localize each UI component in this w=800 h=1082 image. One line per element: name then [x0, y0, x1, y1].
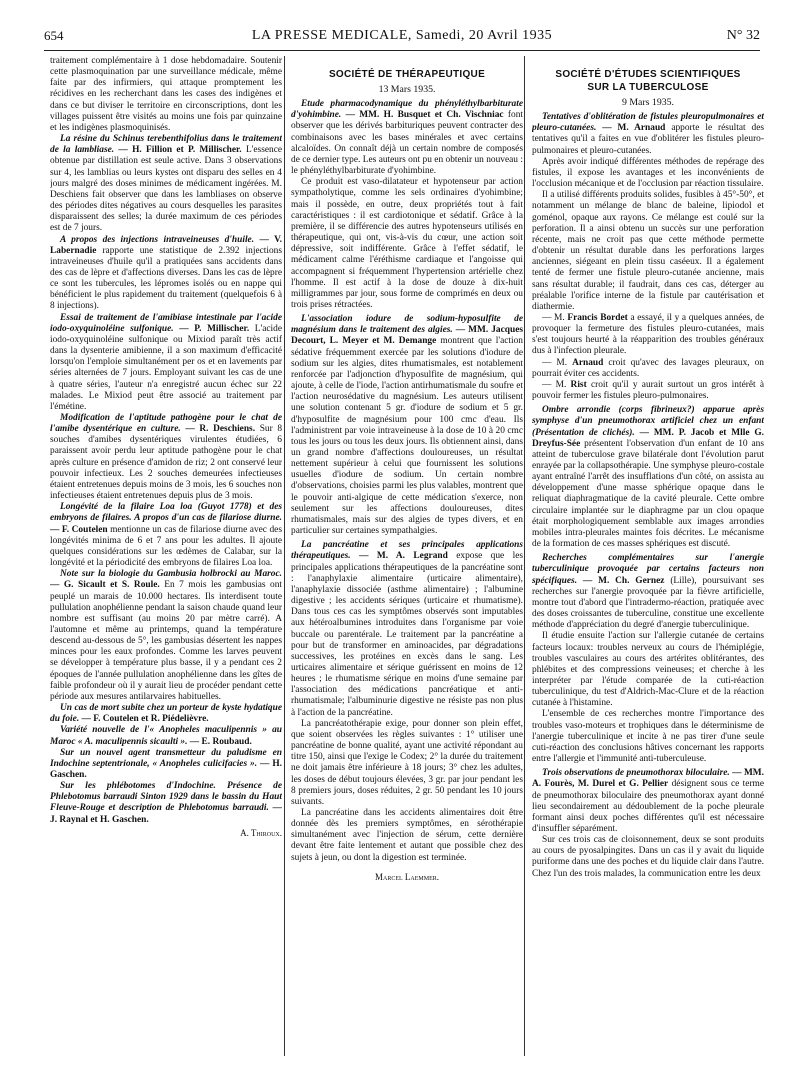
discussion-arnaud: — M. Arnaud croit qu'avec des lavages pleuraux, on pourrait éviter ces accidents.: [532, 357, 764, 379]
article-pancreatine: La pancréatine et ses principales applications thérapeutiques. — M. A. Legrand expose que les principales applications thérapeutiques de la pancréatine sont : l'anaphylaxie alimentaire (urticaire alimentaire), l'anaphylaxie dissociée (asthme alimentaire) ; l'albumine digestive ; les accidents sériques (urticaire et rhumatisme). Dans tous ces cas les symptômes observés sont imputables aux hétéroalbumines introduites dans l'organisme par voie buccale ou parentérale. Le traitement par la pancréatine a pour but de transformer en aminoacides, par dégradations successives, les protéines en excès dans le sang. Les urticaires alimentaire et sérique guérissent en moins de 12 heures ; le rhumatisme sérique en moins d'une semaine par l'association des médications pancréatique et anti-rhumatismale; l'albuminurie digestive ne résiste pas non plus à l'action de la pancréatine.: [291, 540, 523, 718]
section-heading: SOCIÉTÉ D'ÉTUDES SCIENTIFIQUES: [555, 69, 741, 80]
header-rule: [44, 50, 760, 51]
paragraph: L'ensemble de ces recherches montre l'importance des troubles vaso-moteurs et trophiques dans le déterminisme de l'anergie tuberculinique et incite à ne pas tirer d'une seule cuti-réaction des conclusions hâtives concernant les rapports entre l'allergie et l'immunité anti-tuberculeuse.: [532, 709, 764, 765]
section-heading-line2: SUR LA TUBERCULOSE: [587, 82, 709, 93]
paragraph: Il étudie ensuite l'action sur l'allergie cutanée de certains facteurs locaux: troubles nerveux au cours de l'hémiplégie, troubles vasculaires au cours des artérites oblitérantes, des phlébites et des compressions veineuses; et cherche à les interpréter par l'étude comparée de la cuti-réaction tuberculinique, du test d'Aldrich-Mac-Clure et de la réaction cutanée à l'histamine.: [532, 631, 764, 709]
section-heading: SOCIÉTÉ DE THÉRAPEUTIQUE: [328, 69, 486, 80]
article-pneumothorax: Trois observations de pneumothorax biloculaire. — MM. A. Fourès, M. Durel et G. Pellier désignent sous ce terme de pneumothorax biloculaire des pneumothorax ayant donné lieu secondairement au dédoublement de la poche pleurale formant ainsi deux poches différentes qu'il est nécessaire d'insuffler séparément.: [532, 768, 764, 834]
session-date: 9 Mars 1935.: [622, 97, 674, 108]
page-header: [44, 28, 760, 48]
paragraph: Sur ces trois cas de cloisonnement, deux se sont produits au cours de pyosalpingites. Dans un cas il y avait du liquide puriforme dans une des poches et du liquide clair dans l'autre. Chez l'un des trois malades, la communication entre les deux: [532, 835, 764, 879]
article-gambusia: Note sur la biologie du Gambusia holbrocki au Maroc. — G. Sicault et S. Roule. En 7 mois les gambusias ont peuplé un marais de 10.000 hectares. Ils interdisent toute pullulation anophélienne pendant la saison chaude quand leur nombre est suffisant (au moins 20 par mètre carré). A l'automne et même au printemps, quand la température descend au-dessous de 5°, les gambusias désertent les nappes minces pour les eaux profondes. Comme les larves peuvent se développer à température plus basse, il y a pendant ces 2 époques de l'année pullulation anophélienne dans les gîtes de faible profondeur où il y aurait lieu de procéder pendant cette période aux mesures antilarvaires habituelles.: [50, 569, 282, 702]
paragraph: Après avoir indiqué différentes méthodes de repérage des fistules, il expose les avantages et les inconvénients de l'occlusion mécanique et de l'occlusion par réaction tissulaire.: [532, 156, 764, 190]
paragraph: Il a utilisé différents produits solides, fusibles à 45°-50°, et notamment un mélange de blanc de baleine, lipiodol et goménol, opaque aux rayons. Ce mélange est coulé sur la perforation. Il a ainsi obtenu un succès sur une perforation récente, mais ne croit pas que cette méthode permette d'obtenir un résultat durable dans les perforations larges anciennes, siégeant en plein tissu caséeux. Il a également tenté de fermer une fistule pleuro-cutanée ancienne, mais sans résultat durable; il faudrait, dans ces cas, déterger au préalable l'orifice interne de la fistule par cautérisation et diathermie.: [532, 190, 764, 312]
article-fistules: Tentatives d'oblitération de fistules pleuropulmonaires et pleuro-cutanées. — M. Arnaud apporte le résultat des tentatives qu'il a faites en vue d'oblitérer les fistules pleuro-pulmonaires et pleuro-cutanées.: [532, 112, 764, 156]
article-phlebotomes: Sur les phlébotomes d'Indochine. Présence de Phlebotomus barraudi Sinton 1929 dans le bassin du Haut Fleuve-Rouge et description de Phlebotomus barraudi. — J. Raynal et H. Gaschen.: [50, 781, 282, 825]
article-kyste: Un cas de mort subite chez un porteur de kyste hydatique du foie. — F. Coutelen et R. Piédelièvre.: [50, 703, 282, 725]
article-amibe-chat: Modification de l'aptitude pathogène pour le chat de l'amibe dysentérique en culture. — R. Deschiens. Sur 8 souches d'amibes dysentériques virulentes étudiées, 6 paraissent avoir perdu leur aptitude pathogène pour le chat après culture en présence d'amidon de riz; 2 ont conservé leur pouvoir infectieux. Les 2 souches demeurées infectieuses étaient entretenues depuis moins de 3 mois, les 6 souches non infectieuses étaient entretenues depuis plus de 3 mois.: [50, 413, 282, 502]
paragraph: Ce produit est vaso-dilatateur et hypotenseur par action sympatholytique, comme les sels ordinaires d'yohimbine; mais il possède, en outre, deux propriétés tout à fait caractéristiques : il est cardiotonique et sédatif. Grâce à la première, il se différencie des autres hypotenseurs utilisés en thérapeutique, qui ont, vis-à-vis du cœur, une action soit dépressive, soit indifférente. Grâce à l'effet sédatif, le médicament calme l'éréthisme cardiaque et l'angoisse qui accompagnent si fréquemment l'hypertension artérielle chez l'homme. Il est actif à la dose de douze à dix-huit milligrammes par jour, sous forme de comprimés en deux ou trois prises rétractées.: [291, 177, 523, 310]
paragraph: La pancréatine dans les accidents alimentaires doit être donnée dès les premiers symptômes, en sérothérapie simultanément avec l'injection de sérum, cette dernière devant être faite lentement et autant que possible chez des sujets à jeun, ou dont la digestion est terminée.: [291, 808, 523, 863]
paragraph: La pancréatothérapie exige, pour donner son plein effet, que soient observées les règles suivantes : 1° utiliser une pancréatine de bonne qualité, ayant une activité répondant au titre 150, ainsi que l'exige le Codex; 2° la durée du traitement ne doit jamais être inférieure à 18 jours; 3° chez les adultes, les doses de début toujours élevées, 3 gr. par jour pendant les 8 premiers jours, doses réduites, 2 gr. 50 pendant les 10 jours suivants.: [291, 718, 523, 807]
article-ombre-arrondie: Ombre arrondie (corps fibrineux?) apparue après symphyse d'un pneumothorax artificiel chez un enfant (Présentation de clichés). — MM. P. Jacob et Mlle G. Dreyfus-Sée présentent l'observation d'un enfant de 10 ans atteint de tuberculose grave bilatérale dont l'évolution parut enrayée par la collapsothérapie. Une symphyse pleuro-costale ayant entraîné l'arrêt des insufflations d'un côté, on assista au développement d'une masse sphérique opaque dans le reliquat diaphragmatique de la cavité pleurale. Cette ombre circulaire implantée sur le diaphragme par un clou opaque était morphologiquement semblable aux images arrondies mobiles intra-pleurales maintes fois décrites. Le mécanisme de la formation de ces masses sphériques est discuté.: [532, 405, 764, 550]
page-number: 654: [44, 28, 64, 43]
paragraph: traitement complémentaire à 1 dose hebdomadaire. Soutenir cette plasmoquination par une surveillance médicale, même faite par des infirmiers, qui attaque promptement les récidives en les recherchant dans les cases des indigènes et dans ce but diviser le territoire en circonscriptions, dont les villages puissent être visités au moins une fois par quinzaine et les indigènes plasmoquinisés.: [50, 56, 282, 133]
article-iodure-sodium: L'association iodure de sodium-hyposulfite de magnésium dans le traitement des algies. — MM. Jacques Decourt, L. Meyer et M. Demange montrent que l'action sédative fréquemment exercée par les solutions d'iodure de sodium sur les algies, dites rhumatismales, est notablement renforcée par l'adjonction d'hyposulfite de magnésium, qui ajoute, à celle de l'iode, l'action antirhumatismale du soufre et l'action neurosédative du magnésium. Les auteurs utilisent une solution contenant 5 gr. d'iodure de sodium et 5 gr. d'hyposulfite de magnésium pour 100 cmc d'eau. Ils l'administrent par voie intraveineuse à la dose de 10 à 20 cmc tous les jours ou tous les deux jours. Ils obtiennent ainsi, dans un grand nombre d'affections douloureuses, un résultat nettement supérieur à celui que fournissent les solutions usuelles d'iodure de sodium. Un certain nombre d'observations, choisies parmi les plus valables, montrent que le pouvoir anti-algique de cette médication s'exerce, non seulement sur les affections douloureuses, dites rhumatismales, mais sur des algies de types divers, et en particulier sur certaines sympathalgies.: [291, 314, 523, 537]
article-amibiase: Essai de traitement de l'amibiase intestinale par l'acide iodo-oxyquinoléine sulfonique. — P. Millischer. L'acide iodo-oxyquinoléine sulfonique ou Mixiod paraît très actif dans la dysenterie amibienne, il a son maximum d'efficacité lorsqu'on l'emploie simultanément per os et en lavements par séries alternées de 7 jours. Employant suivant les cas de une à quatre séries, l'auteur n'a enregistré aucun échec sur 22 malades. Le Mixiod peut être associé au traitement par l'émétine.: [50, 312, 282, 412]
signature: Marcel Laemmer.: [374, 871, 439, 882]
column-2: [291, 56, 523, 1058]
issue-number: N° 32: [726, 28, 760, 43]
column-1: [50, 56, 282, 1058]
article-lambliase: La résine du Schinus terebenthifolius dans le traitement de la lambliase. — H. Fillion et P. Millischer. L'essence obtenue par distillation est seule active. Dans 3 observations sur 4, les lamblias ou leurs kystes ont disparu des selles en 4 jours malgré des doses minimes de médicament ingérées. M. Deschiens fait observer que dans les lambliases on observe des périodes dites négatives au cours desquelles les parasites disparaissent des selles; la durée maximum de ces périodes est de 7 jours.: [50, 134, 282, 234]
journal-title: LA PRESSE MEDICALE, Samedi, 20 Avril 1935: [251, 28, 553, 43]
article-loa-loa: Longévité de la filaire Loa loa (Guyot 1778) et des embryons de filaires. A propos d'un cas de filariose diurne. — F. Coutelen mentionne un cas de filariose diurne avec des longévités minima de 6 et 7 ans pour les adultes. Il ajoute quelques considérations sur les œdèmes de Calabar, sur la longévité et la périodicité des embryons de filaires Loa loa.: [50, 502, 282, 569]
article-injections-huile: A propos des injections intraveineuses d'huile. — V. Labernadie rapporte une statistique de 2.392 injections intraveineuses d'huile qu'il a pratiquées sans accidents dans des cas de lèpre et d'affections diverses. Dans les cas de lèpre ce sont les tubercules, les lépromes isolés ou en nappe qui bénéficient le plus rapidement du traitement (quelquefois 6 à 8 injections).: [50, 234, 282, 312]
signature: A. Thiroux.: [240, 827, 282, 838]
column-3: [532, 56, 764, 1058]
article-anopheles: Variété nouvelle de l'« Anopheles maculipennis » au Maroc « A. maculipennis sicaulti ». — E. Roubaud.: [50, 725, 282, 747]
discussion-bordet: — M. Francis Bordet a essayé, il y a quelques années, de provoquer la fermeture des fistules pleuro-cutanées, mais s'est toujours heurté à la réapparition des troubles généraux dus à l'infection pleurale.: [532, 312, 764, 357]
article-anergie: Recherches complémentaires sur l'anergie tuberculinique provoquée par certains facteurs non spécifiques. — M. Ch. Gernez (Lille), poursuivant ses recherches sur l'anergie provoquée par la fièvre artificielle, montre tout d'abord que l'intradermo-réaction, pratiquée avec des doses croissantes de tuberculine, constitue une excellente méthode d'appréciation du degré d'anergie tuberculinique.: [532, 553, 764, 631]
column-divider: [524, 56, 525, 1056]
column-divider: [284, 56, 285, 1056]
article-paludisme: Sur un nouvel agent transmetteur du paludisme en Indochine septentrionale, « Anopheles culicifacies ». — H. Gaschen.: [50, 747, 282, 780]
article-yohimbine: Etude pharmacodynamique du phényléthylbarbiturate d'yohimbine. — MM. H. Busquet et Ch. Vischniac font observer que les dérivés barbituriques peuvent contracter des combinaisons avec les bases minérales et avec certains alcaloïdes. On connaît déjà un certain nombre de composés de ce dernier type. Les auteurs ont pu en obtenir un nouveau : le phényléthylbarbiturate d'yohimbine.: [291, 99, 523, 177]
session-date: 13 Mars 1935.: [378, 84, 436, 95]
discussion-rist: — M. Rist croit qu'il y aurait surtout un gros intérêt à pouvoir fermer les fistules pleuro-pulmonaires.: [532, 379, 764, 402]
